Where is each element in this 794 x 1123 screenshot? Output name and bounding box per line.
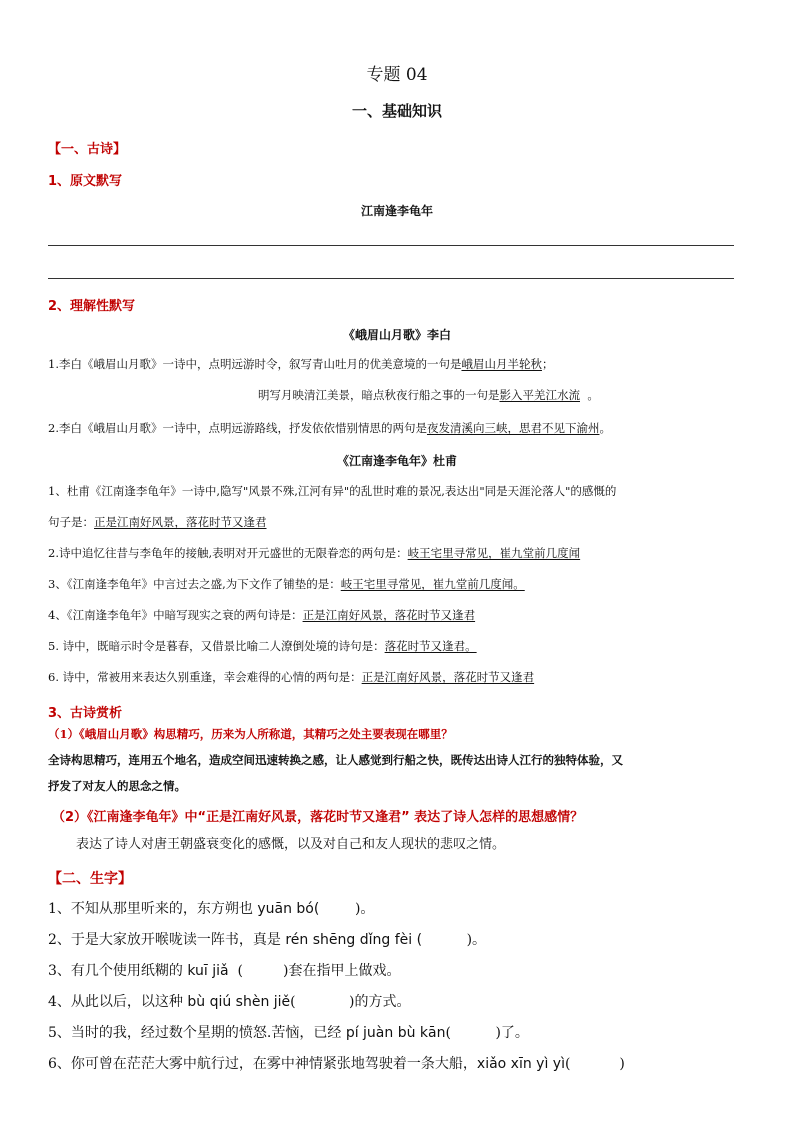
question-line	[48, 576, 525, 592]
char-question-suffix: 套在指甲上做戏。	[288, 963, 401, 979]
char-question-suffix: 了。	[500, 1025, 529, 1041]
answer-text: 落花时节又逢君。	[384, 639, 477, 653]
question-line	[48, 545, 580, 561]
char-question-suffix: )。	[466, 932, 487, 948]
question-suffix: 。	[599, 421, 611, 435]
part2-heading: 2、理解性默写	[48, 299, 136, 314]
question-line	[48, 420, 611, 436]
char-question	[48, 991, 411, 1011]
section-chars-heading: 【二、生字】	[48, 871, 132, 887]
question-suffix: ；	[541, 357, 554, 371]
answer-text: 正是江南好风景，落花时节又逢君	[361, 670, 535, 684]
appreciation-question-2: （2）《江南逢李龟年》中“正是江南好风景，落花时节又逢君” 表达了诗人怎样的思想感情？	[52, 810, 584, 825]
answer-blank[interactable]: ( )	[445, 1025, 501, 1041]
question-text: 句子是：	[48, 515, 94, 529]
poem-title-dictation: 江南逢李龟年	[360, 204, 433, 218]
question-line	[48, 607, 475, 623]
pinyin: bù qiú shèn jiě	[187, 994, 291, 1010]
question-text: 2.李白《峨眉山月歌》一诗中，点明远游路线，抒发依依惜别情思的两句是	[48, 421, 427, 435]
question-text: 5. 诗中，既暗示时令是暮春，又借景比喻二人潦倒处境的诗句是：	[48, 639, 385, 653]
char-question-suffix: )。	[354, 901, 375, 917]
char-question	[48, 1053, 625, 1073]
poem1-title: 《峨眉山月歌》李白	[342, 328, 451, 342]
appreciation-answer-2: 表达了诗人对唐王朝盛衰变化的感慨，以及对自己和友人现状的悲叹之情。	[76, 837, 506, 852]
question-line	[258, 387, 599, 403]
char-question-text: 2、于是大家放开喉咙读一阵书，真是	[48, 932, 286, 948]
question-text: 3、《江南逢李龟年》中言过去之盛,为下文作了铺垫的是：	[48, 577, 341, 591]
pinyin: rén shēng dǐng fèi (	[285, 932, 423, 948]
dictation-line-2	[48, 278, 734, 279]
answer-blank[interactable]	[422, 932, 467, 948]
section-poetry-heading: 【一、古诗】	[48, 142, 127, 157]
char-question	[48, 1022, 529, 1042]
dictation-line-1	[48, 245, 734, 246]
appreciation-question-1: （1）《峨眉山月歌》构思精巧，历来为人所称道，其精巧之处主要表现在哪里？	[48, 727, 453, 741]
char-question-text: 6、你可曾在茫茫大雾中航行过，在雾中神情紧张地驾驶着一条大船，	[48, 1056, 477, 1072]
pinyin: pí juàn bù kān	[345, 1025, 446, 1041]
appreciation-answer-1-line2: 抒发了对友人的思念之情。	[48, 779, 186, 793]
question-text: 4、《江南逢李龟年》中暗写现实之衰的两句诗是：	[48, 608, 303, 622]
answer-text: 峨眉山月半轮秋	[461, 357, 542, 371]
pinyin: kuī jiǎ	[187, 963, 229, 979]
answer-blank[interactable]: ( )	[290, 994, 355, 1010]
answer-text: 岐王宅里寻常见，崔九堂前几度闻	[407, 546, 581, 560]
page-title: 专题 04	[366, 65, 428, 85]
char-question-text: 3、有几个使用纸糊的	[48, 963, 188, 979]
pinyin: xiǎo xīn yì yì	[476, 1056, 565, 1072]
char-question	[48, 929, 486, 949]
char-question-text: 1、不知从那里听来的，东方朔也	[48, 901, 258, 917]
char-question	[48, 960, 401, 980]
part3-heading: 3、古诗赏析	[48, 706, 123, 721]
char-question	[48, 898, 374, 918]
char-question-text: 4、从此以后，以这种	[48, 994, 188, 1010]
pinyin: yuān bó(	[257, 901, 320, 917]
char-question-text: 5、当时的我，经过数个星期的愤怒.苦恼，已经	[48, 1025, 346, 1041]
question-text: 1.李白《峨眉山月歌》一诗中，点明远游时令，叙写青山吐月的优美意境的一句是	[48, 357, 462, 371]
appreciation-answer-1-line1: 全诗构思精巧，连用五个地名，造成空间迅速转换之感，让人感觉到行船之快，既传达出诗人江行的独特体验，又	[48, 753, 623, 767]
part1-heading: 1、原文默写	[48, 174, 123, 189]
question-text: 明写月映清江美景，暗点秋夜行船之事的一句是	[258, 388, 500, 402]
question-line	[48, 669, 534, 685]
question-text: 6. 诗中，常被用来表达久别重逢，幸会难得的心情的两句是：	[48, 670, 362, 684]
question-line	[48, 356, 553, 372]
char-question-suffix: 的方式。	[354, 994, 411, 1010]
answer-text: 影入平羌江水流	[499, 388, 580, 402]
answer-text: 正是江南好风景，落花时节又逢君	[302, 608, 476, 622]
question-line	[48, 514, 267, 530]
answer-blank[interactable]: ( )	[564, 1056, 625, 1072]
answer-blank[interactable]	[319, 901, 355, 917]
answer-blank[interactable]: ( )	[228, 963, 289, 979]
poem2-title: 《江南逢李龟年》杜甫	[336, 454, 457, 468]
question-text: 2.诗中追忆往昔与李龟年的接触,表明对开元盛世的无限眷恋的两句是：	[48, 546, 408, 560]
answer-text: 岐王宅里寻常见，崔九堂前几度闻。	[340, 577, 525, 591]
question-line	[48, 638, 477, 654]
answer-text: 夜发清溪向三峡，思君不见下渝州	[426, 421, 600, 435]
answer-text: 正是江南好风景，落花时节又逢君	[94, 515, 267, 529]
question-suffix: 。	[587, 388, 599, 402]
page-subtitle: 一、基础知识	[351, 102, 442, 120]
question-line: 1、杜甫《江南逢李龟年》一诗中,隐写"风景不殊,江河有异"的乱世时难的景况,表达出"同是天涯沦落人"的感慨的	[48, 484, 617, 498]
